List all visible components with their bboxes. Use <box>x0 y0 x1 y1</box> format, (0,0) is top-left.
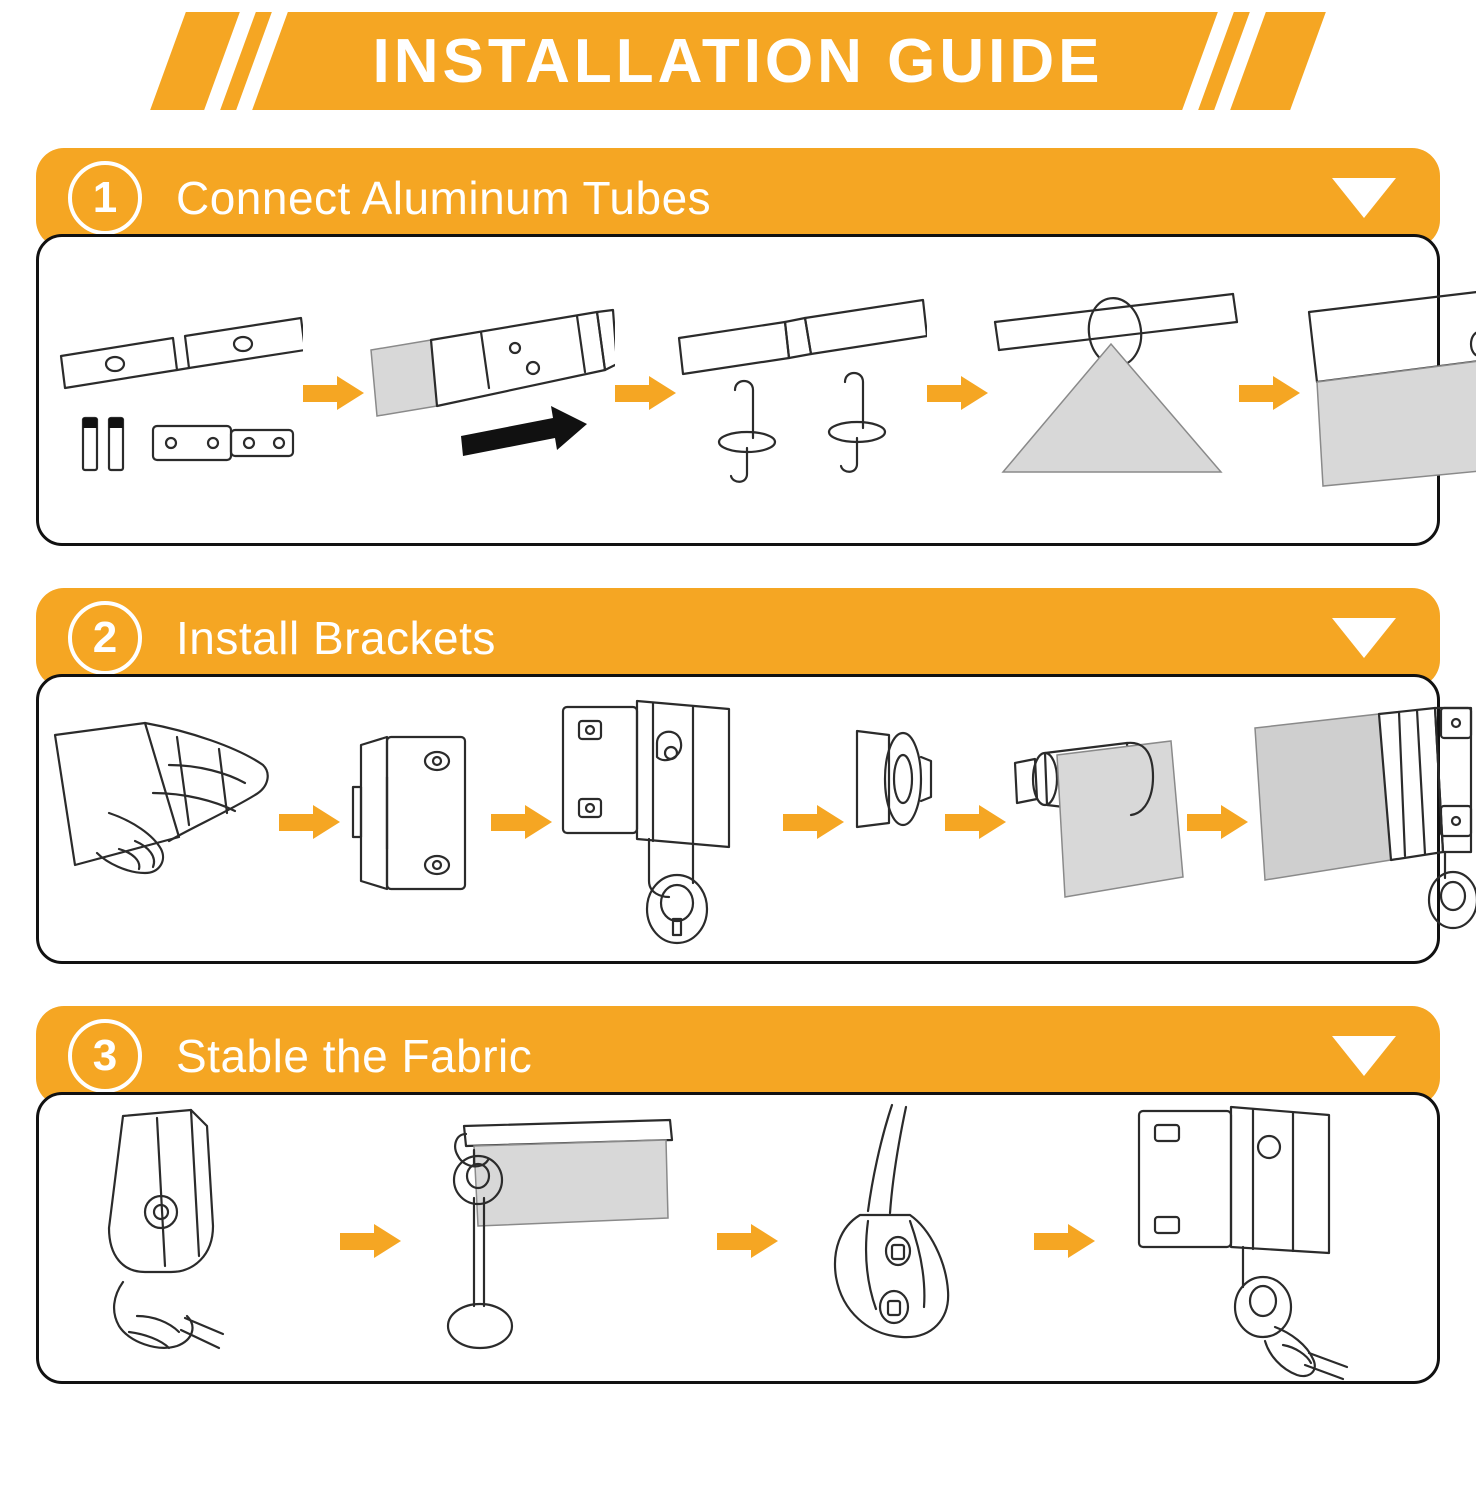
panel-fabric-wrap-tube <box>989 278 1239 508</box>
arrow-icon <box>491 805 553 839</box>
step-3-body <box>36 1092 1440 1384</box>
arrow-icon <box>717 1224 779 1258</box>
arrow-icon <box>783 805 845 839</box>
panel-tube-halves-and-screws <box>53 278 303 508</box>
panel-roller-mounted <box>1249 702 1476 942</box>
step-3-number: 3 <box>68 1019 142 1093</box>
arrow-icon <box>1034 1224 1096 1258</box>
step-2-number: 2 <box>68 601 142 675</box>
panel-hand-pulling-cord <box>73 1106 313 1376</box>
panel-roller-into-bracket <box>1007 707 1187 937</box>
step-3-header[interactable] <box>36 1006 1440 1106</box>
chevron-down-icon[interactable] <box>1332 618 1396 658</box>
panel-fabric-bar-hook <box>430 1106 690 1376</box>
panel-cord-tensioner <box>806 1101 1006 1381</box>
step-3-title: Stable the Fabric <box>176 1030 533 1082</box>
panel-final-mounted-shade <box>1123 1101 1403 1381</box>
panel-bracket-assembly-with-clutch <box>553 697 783 947</box>
panel-hand-holding-roller <box>49 717 279 927</box>
arrow-icon <box>945 805 1007 839</box>
step-2 <box>18 588 1458 964</box>
arrow-icon <box>927 376 989 410</box>
panel-tube-with-hooks <box>677 278 927 508</box>
step-3 <box>18 1006 1458 1384</box>
arrow-icon <box>615 376 677 410</box>
chevron-down-icon[interactable] <box>1332 178 1396 218</box>
step-1-header[interactable] <box>36 148 1440 248</box>
arrow-icon <box>279 805 341 839</box>
page-header <box>0 0 1476 120</box>
panel-tube-insert-connector <box>365 278 615 508</box>
step-2-title: Install Brackets <box>176 612 496 664</box>
panel-end-cap-insert <box>1301 278 1476 508</box>
arrow-icon <box>303 376 365 410</box>
panel-bracket-plate <box>341 717 491 927</box>
step-1-body <box>36 234 1440 546</box>
chevron-down-icon[interactable] <box>1332 1036 1396 1076</box>
arrow-icon <box>1187 805 1249 839</box>
page-title: INSTALLATION GUIDE <box>372 26 1104 96</box>
step-1-title: Connect Aluminum Tubes <box>176 172 712 224</box>
arrow-icon <box>340 1224 402 1258</box>
step-1-number: 1 <box>68 161 142 235</box>
step-2-header[interactable] <box>36 588 1440 688</box>
step-1 <box>18 148 1458 546</box>
arrow-icon <box>1239 376 1301 410</box>
panel-end-plug <box>845 717 945 927</box>
step-2-body <box>36 674 1440 964</box>
